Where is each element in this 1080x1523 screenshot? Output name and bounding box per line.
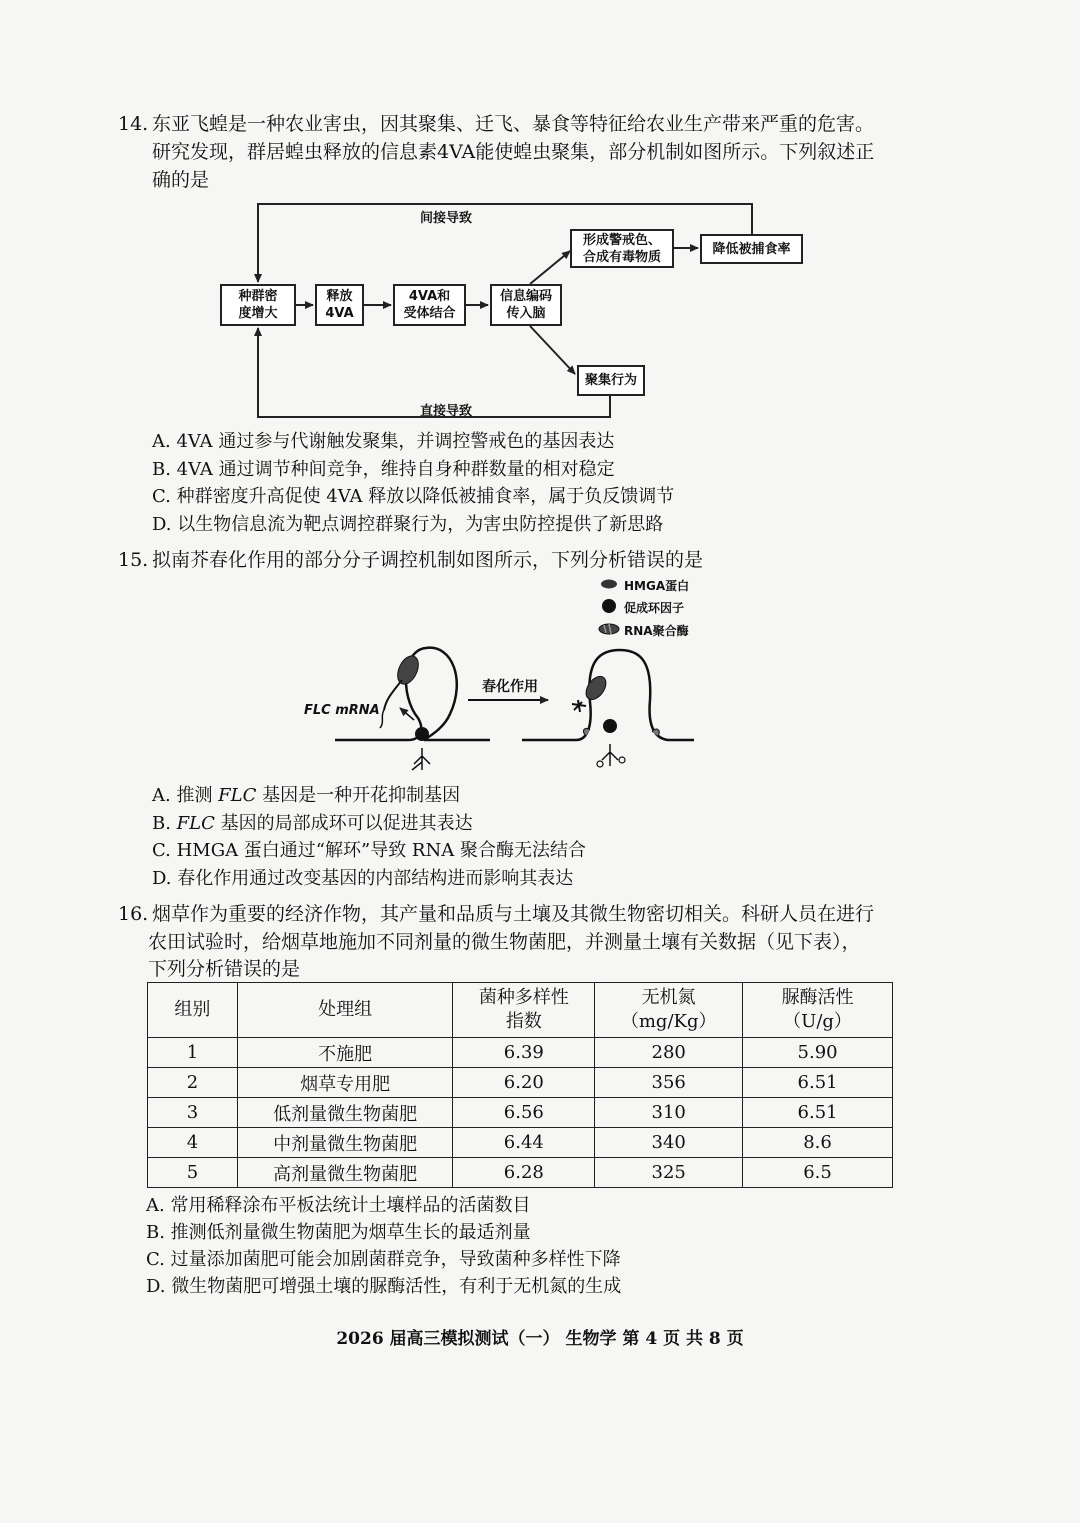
rna-polymerase-left [394, 653, 423, 688]
flow-box-population-density: 种群密 度增大 [220, 284, 296, 326]
q16-option-a[interactable]: A. 常用稀释涂布平板法统计土壤样品的活菌数目 [146, 1195, 531, 1216]
q16-number: 16. [118, 903, 149, 925]
q15-stem: 拟南芥春化作用的部分分子调控机制如图所示，下列分析错误的是 [152, 549, 704, 571]
q15-option-a-text: A. 推测 [152, 785, 219, 806]
cell-urease: 5.90 [743, 1038, 893, 1068]
q15-legend-icons [598, 576, 626, 640]
header-treatment: 处理组 [237, 983, 453, 1038]
table-row [148, 1158, 893, 1188]
cell-diversity: 6.28 [453, 1158, 595, 1188]
cell-group: 3 [148, 1098, 238, 1128]
flc-mrna-label: FLC mRNA [304, 703, 380, 718]
cell-group: 5 [148, 1158, 238, 1188]
q16-stem-line1: 烟草作为重要的经济作物，其产量和品质与土壤及其微生物密切相关。科研人员在进行 [152, 903, 875, 925]
q16-stem-line3: 下列分析错误的是 [148, 958, 301, 980]
table-row [148, 1038, 893, 1068]
vernalization-arrow-label: 春化作用 [482, 679, 538, 695]
legend-rna-polymerase: RNA聚合酶 [624, 624, 689, 638]
q14-option-c[interactable]: C. 种群密度升高促使 4VA 释放以降低被捕食率，属于负反馈调节 [152, 486, 675, 507]
q15-option-b-rest: 基因的局部成环可以促进其表达 [214, 813, 473, 834]
loop-factor-icon [602, 599, 616, 613]
cell-nitrogen: 325 [595, 1158, 743, 1188]
q15-number: 15. [118, 549, 149, 571]
rna-polymerase-right [582, 673, 610, 703]
q15-option-b-text: B. [152, 813, 177, 834]
q16-option-d[interactable]: D. 微生物菌肥可增强土壤的脲酶活性，有利于无机氮的生成 [146, 1276, 622, 1297]
flow-label-indirect: 间接导致 [420, 211, 473, 226]
q16-data-table [147, 982, 893, 1188]
q14-number: 14. [118, 113, 149, 135]
q14-stem-line1: 东亚飞蝗是一种农业害虫，因其聚集、迁飞、暴食等特征给农业生产带来严重的危害。 [152, 113, 875, 135]
cell-nitrogen: 340 [595, 1128, 743, 1158]
cell-nitrogen: 280 [595, 1038, 743, 1068]
cell-diversity: 6.56 [453, 1098, 595, 1128]
flow-box-warning-color: 形成警戒色、 合成有毒物质 [570, 229, 674, 268]
table-row [148, 1128, 893, 1158]
flow-box-receptor-binding: 4VA和 受体结合 [393, 284, 466, 326]
legend-loop-factor: 促成环因子 [624, 601, 685, 615]
q14-stem-line3: 确的是 [152, 169, 210, 191]
q15-option-a[interactable] [152, 782, 460, 810]
q15-option-d-text: D. 春化作用通过改变基因的内部结构进而影响其表达 [152, 868, 574, 889]
cell-urease: 6.5 [743, 1158, 893, 1188]
flow-box-aggregation: 聚集行为 [577, 365, 645, 396]
table-row [148, 1098, 893, 1128]
cell-diversity: 6.20 [453, 1068, 595, 1098]
q15-option-a-gene: FLC [218, 785, 257, 806]
q15-option-a-rest: 基因是一种开花抑制基因 [256, 785, 461, 806]
cell-diversity: 6.39 [453, 1038, 595, 1068]
table-row [148, 1068, 893, 1098]
q15-option-d[interactable] [152, 865, 573, 893]
cell-urease: 6.51 [743, 1068, 893, 1098]
cell-treatment: 中剂量微生物菌肥 [237, 1128, 453, 1158]
cell-diversity: 6.44 [453, 1128, 595, 1158]
q16-stem-line2: 农田试验时，给烟草地施加不同剂量的微生物菌肥，并测量土壤有关数据（见下表）， [148, 931, 861, 953]
page-footer: 2026 届高三模拟测试（一） 生物学 第 4 页 共 8 页 [336, 1329, 744, 1349]
hmga-protein-icon [601, 580, 617, 589]
q15-option-b-gene: FLC [176, 813, 215, 834]
flow-box-signal-to-brain: 信息编码 传入脑 [490, 284, 562, 326]
cell-urease: 6.51 [743, 1098, 893, 1128]
q14-option-d[interactable]: D. 以生物信息流为靶点调控群聚行为，为害虫防控提供了新思路 [152, 514, 664, 535]
header-nitrogen: 无机氮 （mg/Kg） [595, 983, 743, 1038]
cell-treatment: 烟草专用肥 [237, 1068, 453, 1098]
cell-treatment: 高剂量微生物菌肥 [237, 1158, 453, 1188]
cell-nitrogen: 310 [595, 1098, 743, 1128]
q14-option-b[interactable]: B. 4VA 通过调节种间竞争，维持自身种群数量的相对稳定 [152, 459, 615, 480]
cell-treatment: 低剂量微生物菌肥 [237, 1098, 453, 1128]
q16-option-c[interactable]: C. 过量添加菌肥可能会加剧菌群竞争，导致菌种多样性下降 [146, 1249, 621, 1270]
q15-option-b[interactable] [152, 810, 473, 838]
cell-group: 1 [148, 1038, 238, 1068]
flow-box-release-4va: 释放 4VA [315, 284, 364, 326]
flow-label-direct: 直接导致 [420, 404, 473, 419]
cell-group: 2 [148, 1068, 238, 1098]
q14-stem-line2: 研究发现，群居蝗虫释放的信息素4VA能使蝗虫聚集，部分机制如图所示。下列叙述正 [152, 141, 875, 163]
cell-nitrogen: 356 [595, 1068, 743, 1098]
flow-box-reduce-predation: 降低被捕食率 [700, 234, 803, 264]
loop-factor-left [415, 727, 429, 741]
legend-hmga: HMGA蛋白 [624, 579, 690, 593]
q14-flow-arrows [0, 0, 1080, 440]
q15-option-c[interactable] [152, 837, 586, 865]
q14-option-a[interactable]: A. 4VA 通过参与代谢触发聚集，并调控警戒色的基因表达 [152, 431, 615, 452]
q16-option-b[interactable]: B. 推测低剂量微生物菌肥为烟草生长的最适剂量 [146, 1222, 531, 1243]
cell-urease: 8.6 [743, 1128, 893, 1158]
loop-factor-right [603, 719, 617, 733]
header-diversity: 菌种多样性 指数 [453, 983, 595, 1038]
header-urease: 脲酶活性 （U/g） [743, 983, 893, 1038]
header-group: 组别 [148, 983, 238, 1038]
cell-group: 4 [148, 1128, 238, 1158]
table-header-row [148, 983, 893, 1038]
q15-option-c-text: C. HMGA 蛋白通过“解环”导致 RNA 聚合酶无法结合 [152, 840, 586, 861]
cell-treatment: 不施肥 [237, 1038, 453, 1068]
